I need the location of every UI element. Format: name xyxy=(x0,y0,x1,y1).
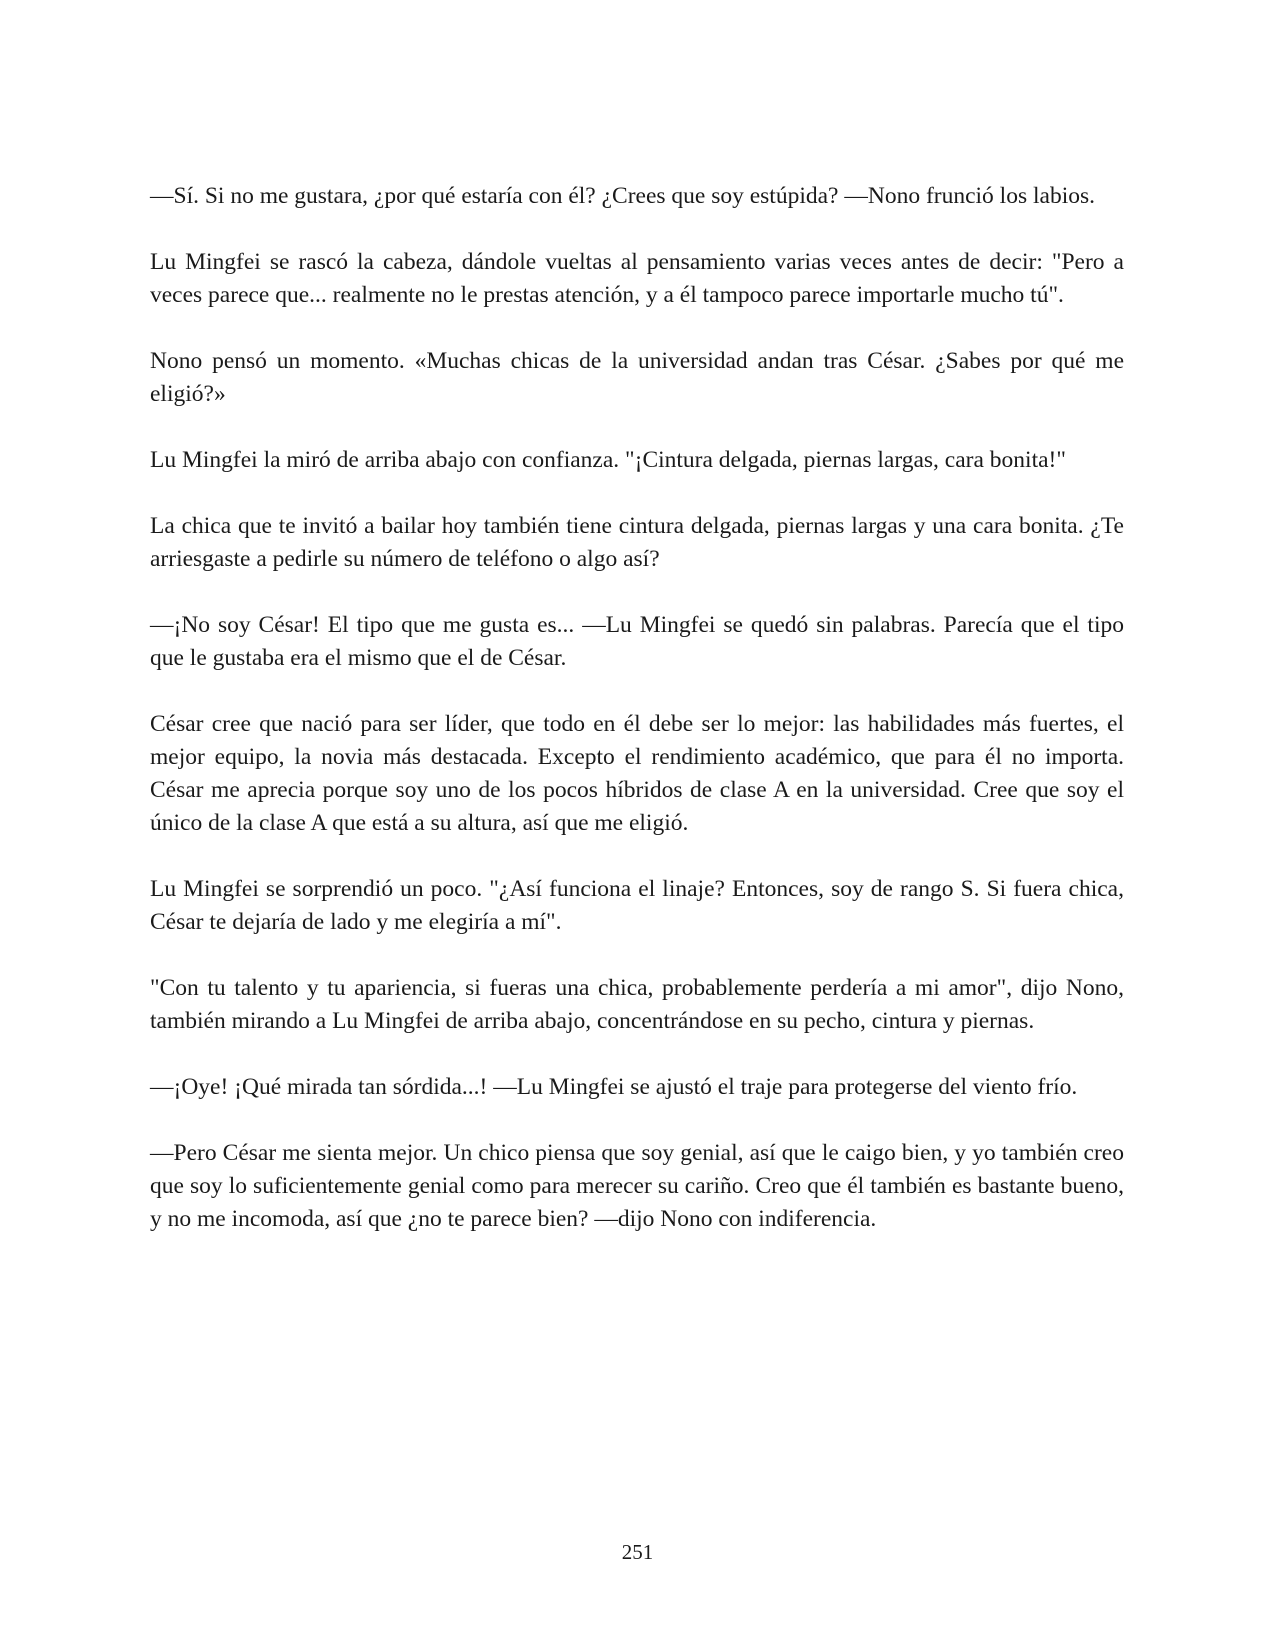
paragraph: La chica que te invitó a bailar hoy también tiene cintura delgada, piernas largas y una cara bonita. ¿Te arriesgaste a pedirle su número de teléfono o algo así? xyxy=(150,513,1124,572)
paragraph: Lu Mingfei se rascó la cabeza, dándole vueltas al pensamiento varias veces antes de decir: "Pero a veces parece que... realmente no le prestas atención, y a él tampoco parece importarle mucho tú". xyxy=(150,249,1124,308)
paragraph: Lu Mingfei se sorprendió un poco. "¿Así funciona el linaje? Entonces, soy de rango S. Si fuera chica, César te dejaría de lado y me elegiría a mí". xyxy=(150,876,1124,935)
paragraph: —Sí. Si no me gustara, ¿por qué estaría con él? ¿Crees que soy estúpida? —Nono frunció los labios. xyxy=(150,183,1095,209)
paragraph: —¡No soy César! El tipo que me gusta es... —Lu Mingfei se quedó sin palabras. Parecía que el tipo que le gustaba era el mismo que el de César. xyxy=(150,612,1124,671)
paragraph: Lu Mingfei la miró de arriba abajo con confianza. "¡Cintura delgada, piernas largas, cara bonita!" xyxy=(150,447,1066,473)
body-text xyxy=(150,180,1124,1269)
paragraph: —Pero César me sienta mejor. Un chico piensa que soy genial, así que le caigo bien, y yo también creo que soy lo suficientemente genial como para merecer su cariño. Creo que él también es bastante bueno, y no me incomoda, así que ¿no te parece bien? —dijo Nono con indiferencia. xyxy=(150,1140,1124,1232)
page-number: 251 xyxy=(621,1540,654,1564)
paragraph: César cree que nació para ser líder, que todo en él debe ser lo mejor: las habilidades más fuertes, el mejor equipo, la novia más destacada. Excepto el rendimiento académico, que para él no importa. César me aprecia porque soy uno de los pocos híbridos de clase A en la universidad. Cree que soy el único de la clase A que está a su altura, así que me eligió. xyxy=(150,711,1124,836)
paragraph: Nono pensó un momento. «Muchas chicas de la universidad andan tras César. ¿Sabes por qué me eligió?» xyxy=(150,348,1124,407)
paragraph: —¡Oye! ¡Qué mirada tan sórdida...! —Lu Mingfei se ajustó el traje para protegerse del viento frío. xyxy=(150,1074,1078,1100)
paragraph: "Con tu talento y tu apariencia, si fueras una chica, probablemente perdería a mi amor", dijo Nono, también mirando a Lu Mingfei de arriba abajo, concentrándose en su pecho, cintura y piernas. xyxy=(150,975,1124,1034)
